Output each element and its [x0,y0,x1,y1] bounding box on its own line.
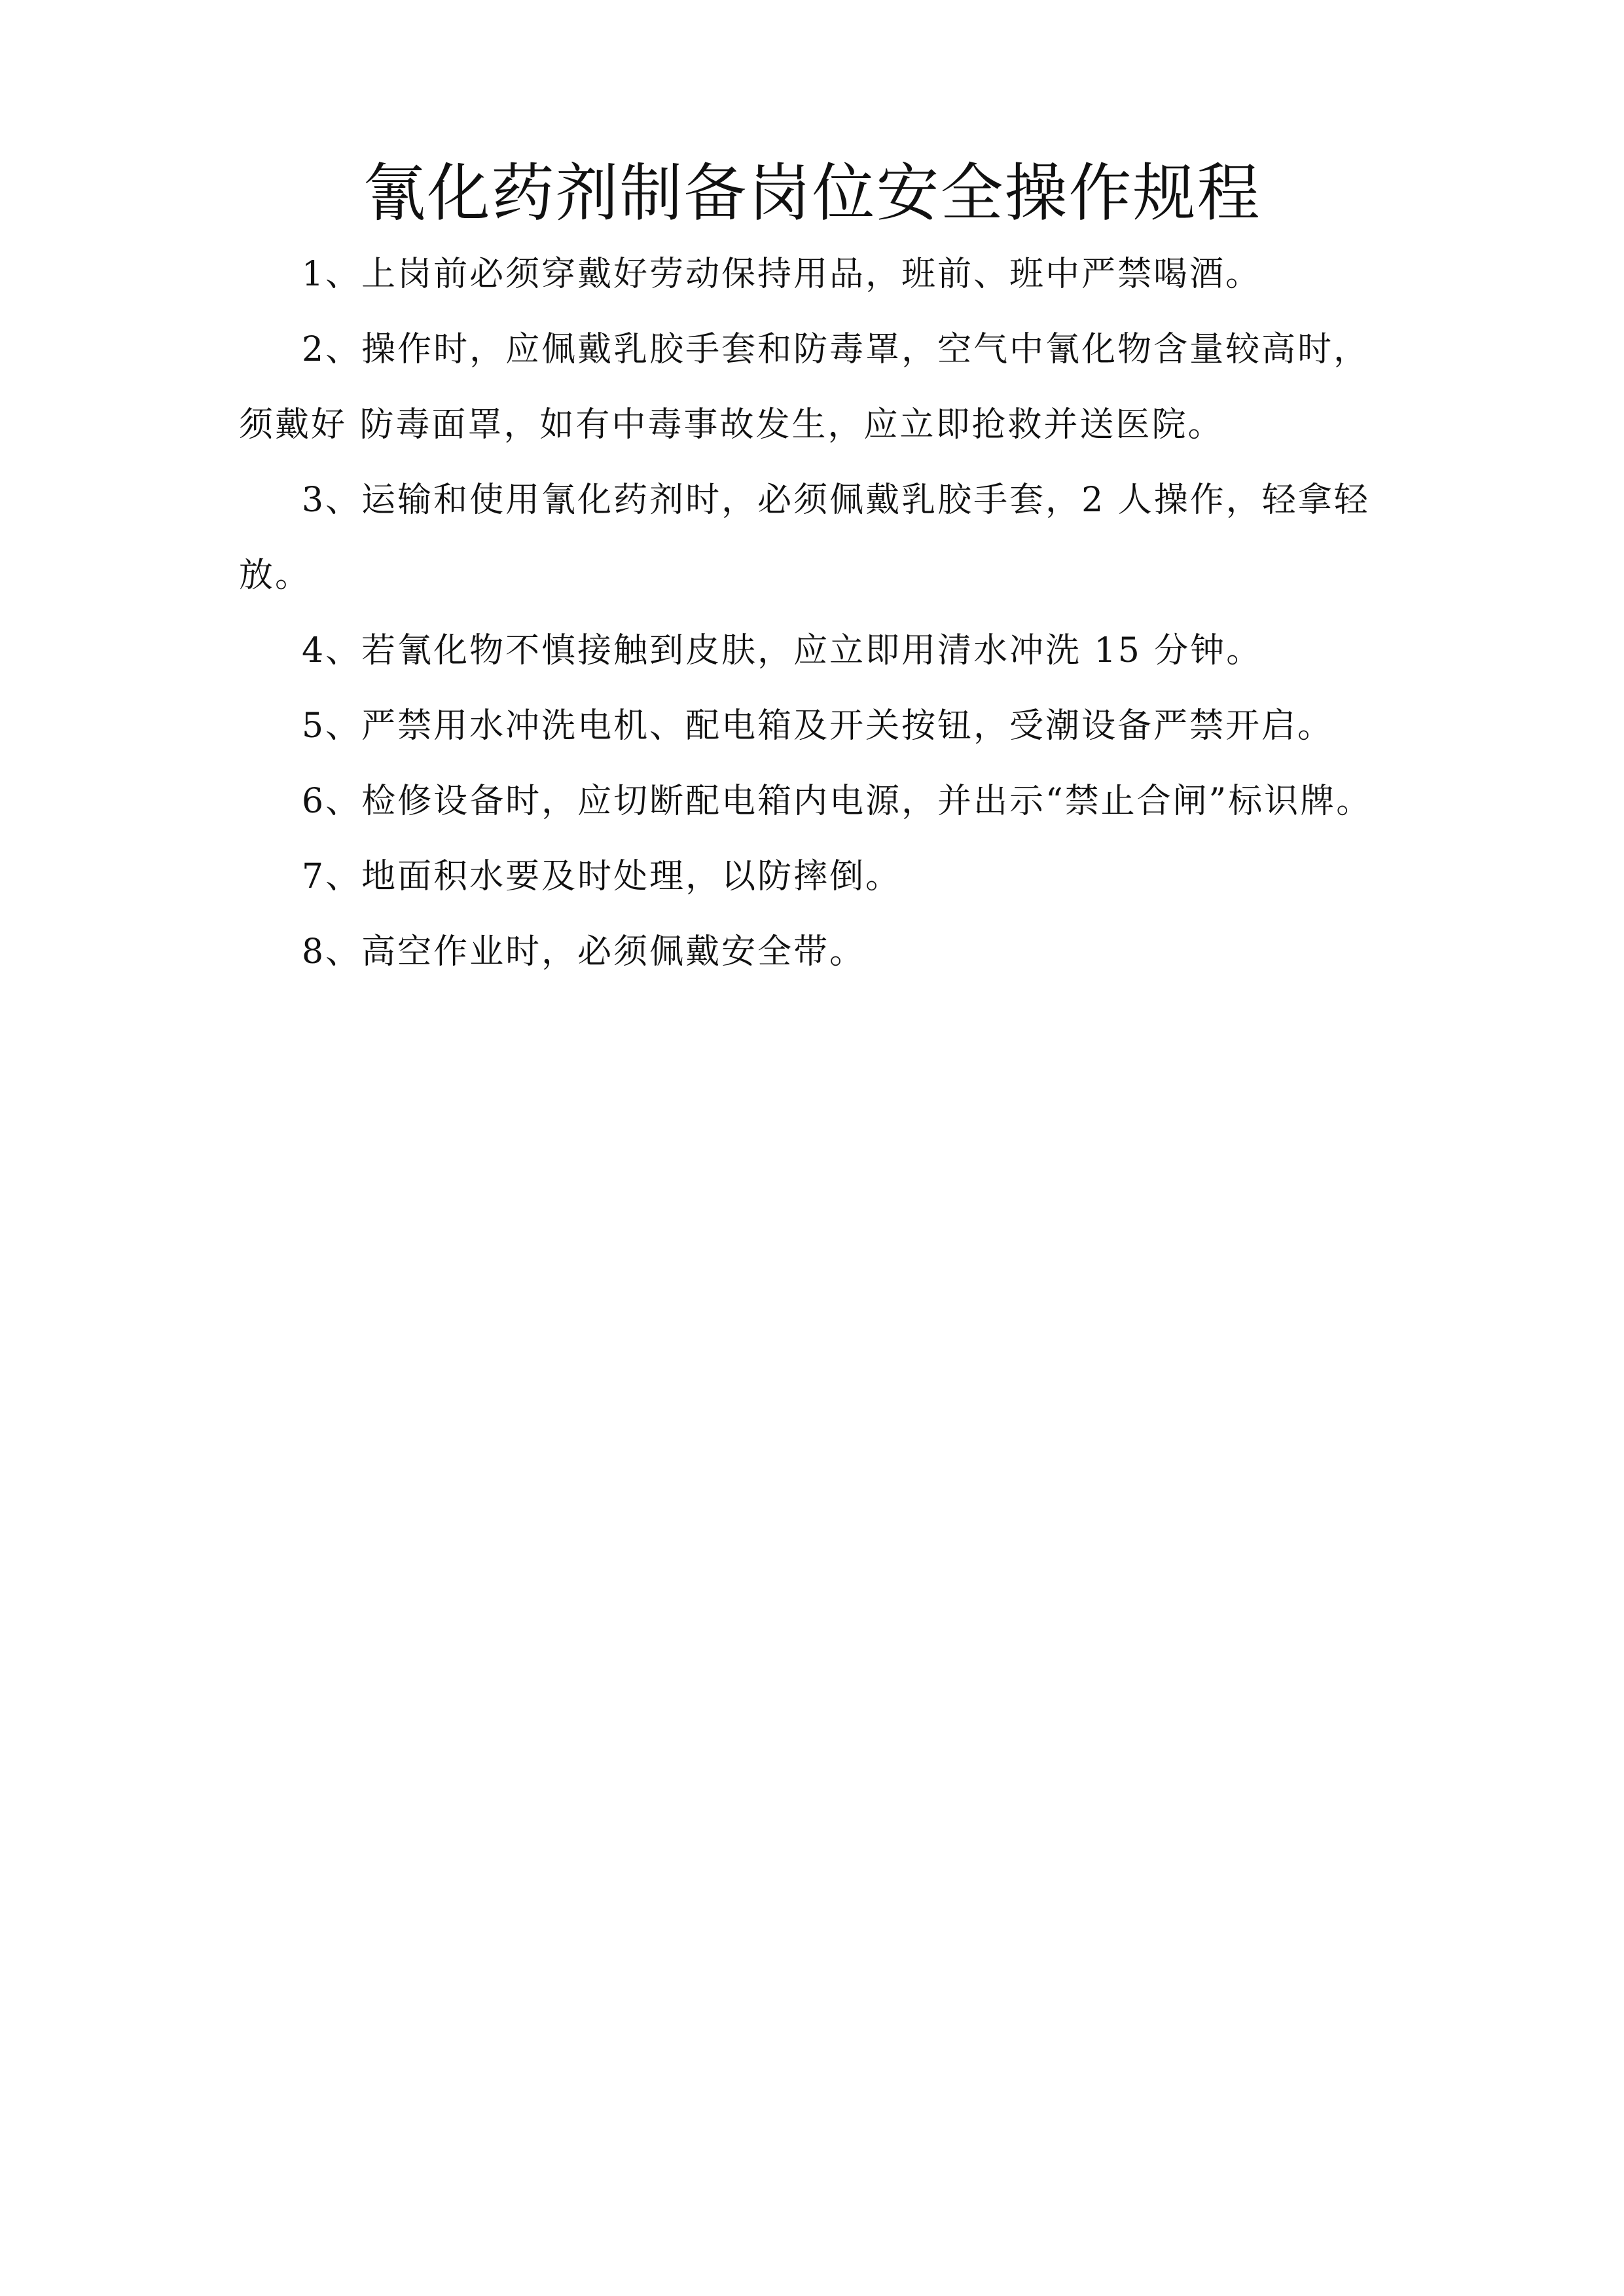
rule-item-6: 6、检修设备时，应切断配电箱内电源，并出示“禁止合闸”标识牌。 [302,782,1373,821]
rule-item-5: 5、严禁用水冲洗电机、配电箱及开关按钮，受潮设备严禁开启。 [302,706,1334,746]
rule-item-8: 8、高空作业时，必须佩戴安全带。 [302,932,866,972]
rule-item-3: 3、运输和使用氰化药剂时，必须佩戴乳胶手套，2 人操作，轻拿轻放。 [239,481,1370,595]
rule-item-7: 7、地面积水要及时处理，以防摔倒。 [302,857,902,896]
rule-item-2: 2、操作时，应佩戴乳胶手套和防毒罩，空气中氰化物含量较高时，须戴好 防毒面罩，如有中毒事故发生，应立即抢救并送医院。 [239,330,1370,445]
document-body [239,237,1398,990]
document-title: 氰化药剂制备岗位安全操作规程 [363,156,1261,230]
rule-item-4: 4、若氰化物不慎接触到皮肤，应立即用清水冲洗 15 分钟。 [302,631,1263,670]
rule-item-1: 1、上岗前必须穿戴好劳动保持用品，班前、班中严禁喝酒。 [302,255,1262,294]
